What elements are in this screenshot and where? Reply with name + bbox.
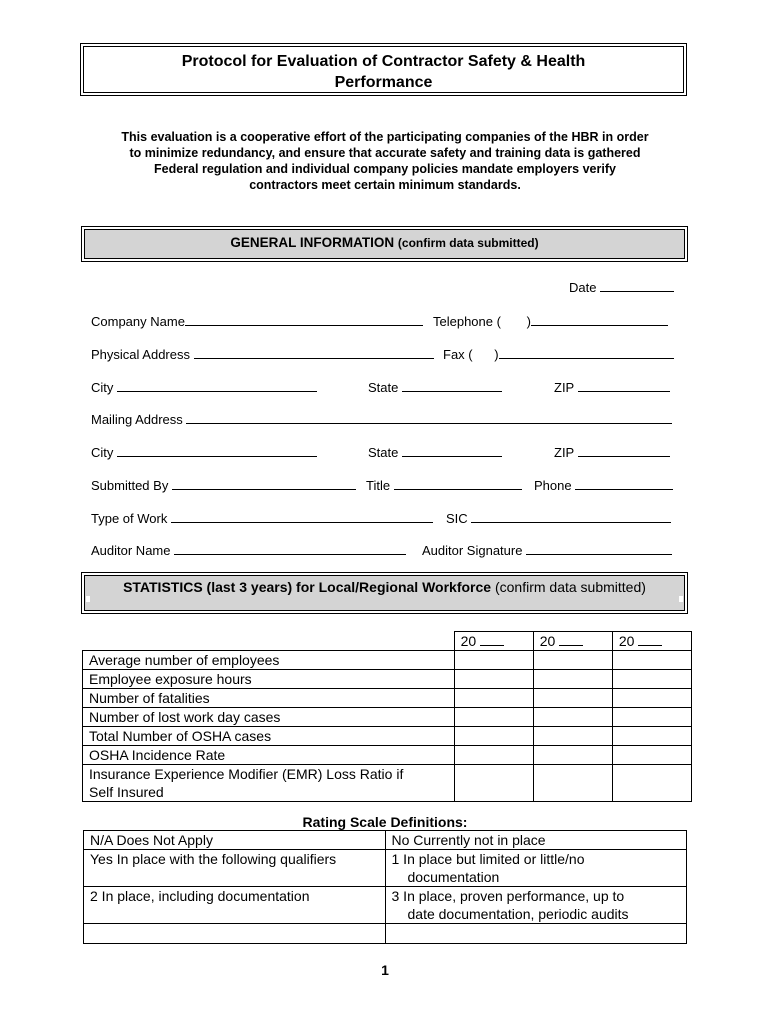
intro-paragraph	[82, 129, 688, 193]
row-label-lost-work-days: Number of lost work day cases	[83, 708, 455, 727]
auditor-signature-label: Auditor Signature	[422, 543, 523, 558]
auditor-name-line[interactable]	[174, 543, 406, 555]
telephone-line[interactable]	[531, 314, 668, 326]
rating-three-line-2: date documentation, periodic audits	[407, 906, 629, 922]
table-cell[interactable]	[612, 746, 691, 765]
table-cell[interactable]	[612, 651, 691, 670]
zip-field-2[interactable]	[554, 445, 670, 460]
table-row	[83, 765, 692, 802]
year-column-3[interactable]: 20	[612, 632, 691, 651]
year-column-2[interactable]: 20	[533, 632, 612, 651]
table-cell[interactable]	[454, 651, 533, 670]
table-cell[interactable]	[612, 727, 691, 746]
row-label-employees: Average number of employees	[83, 651, 455, 670]
mailing-address-line[interactable]	[186, 412, 672, 424]
phone-line[interactable]	[575, 478, 673, 490]
row-label-emr	[83, 765, 455, 802]
row-label-osha-incidence: OSHA Incidence Rate	[83, 746, 455, 765]
table-cell	[84, 924, 386, 944]
rating-na: N/A Does Not Apply	[84, 831, 386, 850]
state-label-1: State	[368, 380, 399, 395]
table-cell[interactable]	[533, 670, 612, 689]
physical-address-label: Physical Address	[91, 347, 190, 362]
state-line-2[interactable]	[402, 445, 502, 457]
telephone-field[interactable]	[433, 314, 668, 329]
zip-label-1: ZIP	[554, 380, 574, 395]
zip-line-2[interactable]	[578, 445, 670, 457]
table-cell[interactable]	[612, 765, 691, 802]
general-information-heading	[84, 229, 685, 259]
city-label-2: City	[91, 445, 114, 460]
row-label-exposure-hours: Employee exposure hours	[83, 670, 455, 689]
zip-label-2: ZIP	[554, 445, 574, 460]
rating-yes: Yes In place with the following qualifiers	[84, 850, 386, 887]
sic-field[interactable]	[446, 511, 671, 526]
statistics-heading	[84, 575, 685, 611]
row-label-emr-line-1: Insurance Experience Modifier (EMR) Loss Ratio if	[89, 766, 404, 782]
table-cell[interactable]	[454, 746, 533, 765]
auditor-name-field[interactable]	[91, 543, 406, 558]
row-label-fatalities: Number of fatalities	[83, 689, 455, 708]
table-cell[interactable]	[533, 746, 612, 765]
table-cell[interactable]	[454, 765, 533, 802]
table-cell[interactable]	[533, 765, 612, 802]
table-row	[83, 708, 692, 727]
table-row	[84, 850, 687, 887]
mailing-address-field[interactable]	[91, 412, 672, 427]
phone-label: Phone	[534, 478, 572, 493]
city-field-2[interactable]	[91, 445, 317, 460]
rating-scale-title: Rating Scale Definitions:	[302, 814, 468, 830]
city-line-1[interactable]	[117, 380, 317, 392]
type-of-work-field[interactable]	[91, 511, 433, 526]
table-cell[interactable]	[533, 689, 612, 708]
page-number: 1	[381, 962, 389, 978]
rating-scale-table	[83, 830, 687, 944]
state-line-1[interactable]	[402, 380, 502, 392]
intro-line-2: to minimize redundancy, and ensure that accurate safety and training data is gathered	[129, 146, 641, 160]
city-line-2[interactable]	[117, 445, 317, 457]
table-cell[interactable]	[454, 727, 533, 746]
table-row	[84, 831, 687, 850]
table-row	[83, 651, 692, 670]
rating-two: 2 In place, including documentation	[84, 887, 386, 924]
fax-line[interactable]	[499, 347, 674, 359]
mailing-address-label: Mailing Address	[91, 412, 183, 427]
auditor-signature-field[interactable]	[422, 543, 672, 558]
table-row	[83, 689, 692, 708]
company-name-label: Company Name	[91, 314, 185, 329]
statistics-header-blank	[83, 632, 455, 651]
rating-no: No Currently not in place	[385, 831, 687, 850]
company-name-field[interactable]	[91, 314, 423, 329]
type-of-work-line[interactable]	[171, 511, 433, 523]
zip-line-1[interactable]	[578, 380, 670, 392]
title-label: Title	[366, 478, 391, 493]
general-heading-text: GENERAL INFORMATION	[230, 235, 395, 250]
company-name-line[interactable]	[185, 314, 423, 326]
table-cell[interactable]	[533, 708, 612, 727]
intro-line-4: contractors meet certain minimum standards.	[249, 178, 521, 192]
telephone-label: Telephone (	[433, 314, 501, 329]
submitted-by-line[interactable]	[172, 478, 356, 490]
table-cell[interactable]	[533, 651, 612, 670]
rating-three	[385, 887, 687, 924]
statistics-heading-text: STATISTICS (last 3 years) for Local/Regional Workforce	[123, 579, 492, 595]
title-line-2: Performance	[334, 74, 433, 91]
table-row	[83, 746, 692, 765]
year-column-1[interactable]: 20	[454, 632, 533, 651]
date-label: Date	[569, 280, 597, 295]
row-label-emr-line-2: Self Insured	[89, 784, 164, 800]
general-heading-note: (confirm data submitted)	[397, 236, 539, 250]
sic-line[interactable]	[471, 511, 671, 523]
telephone-paren: )	[526, 314, 531, 329]
intro-line-1: This evaluation is a cooperative effort of the participating companies of the HBR in order	[121, 130, 649, 144]
rating-one	[385, 850, 687, 887]
table-cell	[385, 924, 687, 944]
state-field-2[interactable]	[368, 445, 502, 460]
state-field-1[interactable]	[368, 380, 502, 395]
state-label-2: State	[368, 445, 399, 460]
table-cell[interactable]	[612, 670, 691, 689]
fax-label: Fax (	[443, 347, 473, 362]
title-line[interactable]	[394, 478, 522, 490]
intro-line-3: Federal regulation and individual company policies mandate employers verify	[154, 162, 616, 176]
table-cell[interactable]	[454, 670, 533, 689]
submitted-by-label: Submitted By	[91, 478, 169, 493]
decorative-mark-right	[679, 596, 683, 602]
date-line[interactable]	[600, 280, 674, 292]
title-field[interactable]	[366, 478, 522, 493]
title-line-1: Protocol for Evaluation of Contractor Safety & Health	[181, 53, 586, 70]
table-row	[83, 670, 692, 689]
table-row	[84, 924, 687, 944]
auditor-name-label: Auditor Name	[91, 543, 171, 558]
statistics-header-row	[83, 632, 692, 651]
zip-field-1[interactable]	[554, 380, 670, 395]
statistics-table	[82, 631, 692, 802]
submitted-by-field[interactable]	[91, 478, 356, 493]
phone-field[interactable]	[534, 478, 673, 493]
rating-three-line-1: 3 In place, proven performance, up to	[391, 888, 625, 904]
table-cell[interactable]	[612, 708, 691, 727]
rating-one-line-1: 1 In place but limited or little/no	[391, 851, 585, 867]
fax-field[interactable]	[443, 347, 674, 362]
auditor-signature-line[interactable]	[526, 543, 672, 555]
table-cell[interactable]	[533, 727, 612, 746]
table-cell[interactable]	[454, 689, 533, 708]
table-cell[interactable]	[612, 689, 691, 708]
row-label-osha-cases: Total Number of OSHA cases	[83, 727, 455, 746]
physical-address-line[interactable]	[194, 347, 434, 359]
city-label-1: City	[91, 380, 114, 395]
physical-address-field[interactable]	[91, 347, 434, 362]
rating-one-line-2: documentation	[407, 869, 500, 885]
decorative-mark-left	[86, 596, 90, 602]
fax-paren: )	[494, 347, 499, 362]
type-of-work-label: Type of Work	[91, 511, 168, 526]
table-cell[interactable]	[454, 708, 533, 727]
statistics-heading-note: (confirm data submitted)	[494, 579, 646, 595]
city-field-1[interactable]	[91, 380, 317, 395]
document-title	[83, 46, 684, 93]
sic-label: SIC	[446, 511, 468, 526]
date-field[interactable]	[569, 280, 674, 295]
table-row	[83, 727, 692, 746]
table-row	[84, 887, 687, 924]
